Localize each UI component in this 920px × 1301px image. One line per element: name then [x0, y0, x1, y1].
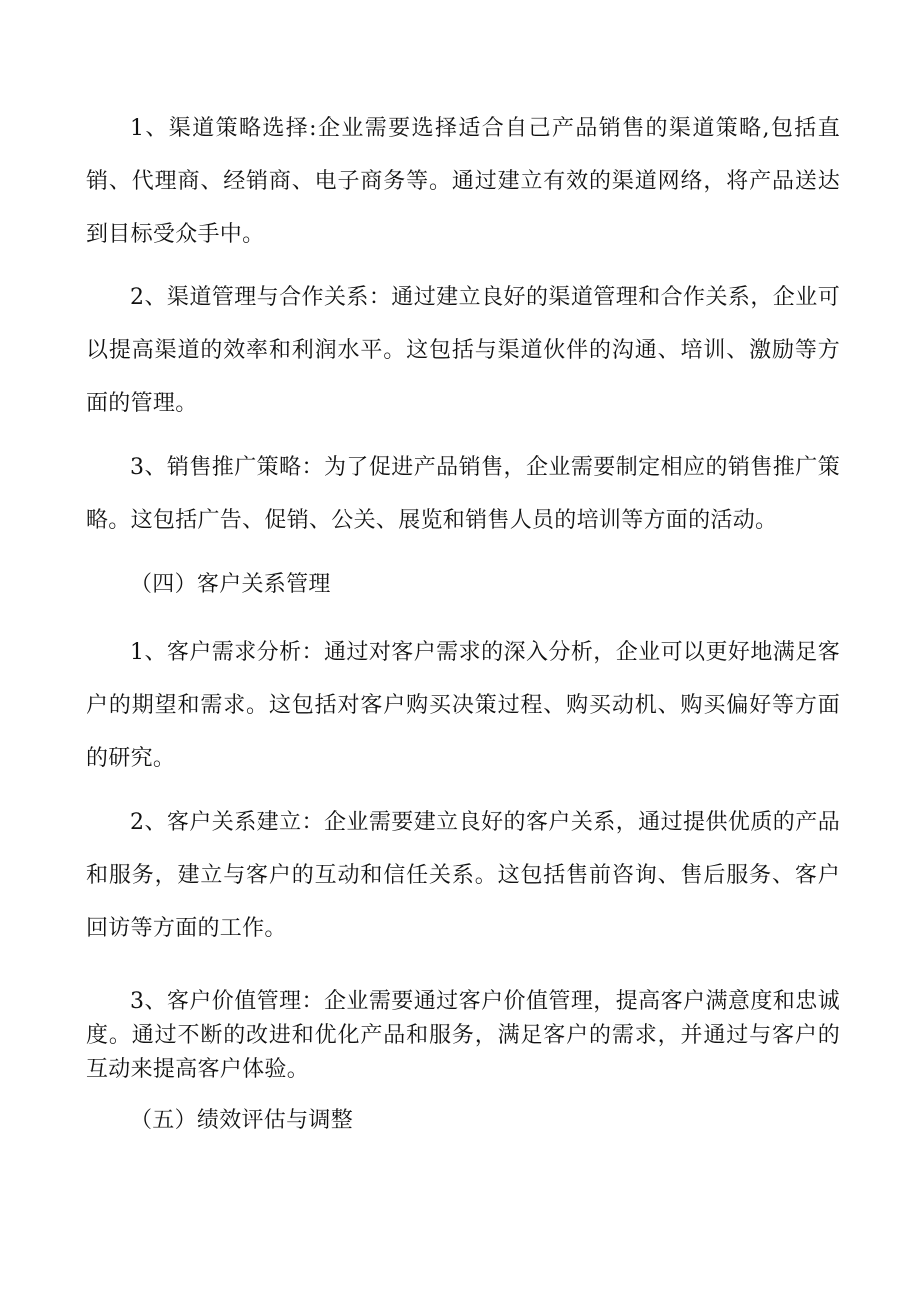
paragraph-channel-strategy: 1、渠道策略选择:企业需要选择适合自己产品销售的渠道策略,包括直销、代理商、经销商、电子商务等。通过建立有效的渠道网络，将产品送达到目标受众手中。 [86, 116, 840, 247]
paragraph-customer-relationship: 2、客户关系建立：企业需要建立良好的客户关系，通过提供优质的产品和服务，建立与客户的互动和信任关系。这包括售前咨询、售后服务、客户回访等方面的工作。 [86, 810, 840, 941]
paragraph-customer-value: 3、客户价值管理：企业需要通过客户价值管理，提高客户满意度和忠诚度。通过不断的改进和优化产品和服务，满足客户的需求，并通过与客户的互动来提高客户体验。 [86, 989, 840, 1082]
paragraph-customer-needs: 1、客户需求分析：通过对客户需求的深入分析，企业可以更好地满足客户的期望和需求。这包括对客户购买决策过程、购买动机、购买偏好等方面的研究。 [86, 640, 840, 771]
paragraph-sales-promotion: 3、销售推广策略：为了促进产品销售，企业需要制定相应的销售推广策略。这包括广告、促销、公关、展览和销售人员的培训等方面的活动。 [86, 455, 840, 533]
paragraph-channel-management: 2、渠道管理与合作关系：通过建立良好的渠道管理和合作关系，企业可以提高渠道的效率和利润水平。这包括与渠道伙伴的沟通、培训、激励等方面的管理。 [86, 285, 840, 416]
section-heading-customer-relations: （四）客户关系管理 [130, 572, 331, 597]
section-heading-performance: （五）绩效评估与调整 [130, 1108, 354, 1133]
